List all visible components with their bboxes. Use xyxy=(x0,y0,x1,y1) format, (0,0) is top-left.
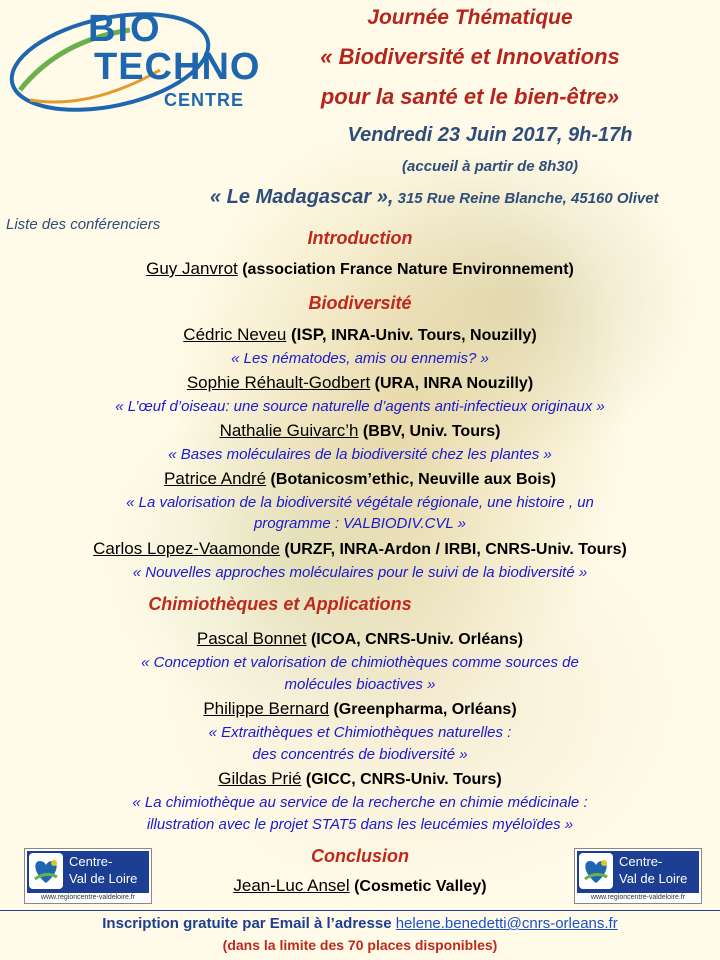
region-logo-url: www.regioncentre-valdeloire.fr xyxy=(590,894,686,901)
section-biodiversite: Biodiversité xyxy=(308,293,412,313)
heart-icon xyxy=(29,853,63,889)
talk-title-6-line1: « Conception et valorisation de chimiothèques comme sources de xyxy=(141,654,579,671)
speaker-4 xyxy=(0,469,720,489)
talk-title-6-line2: molécules bioactives » xyxy=(284,676,436,693)
speaker-2 xyxy=(0,373,720,393)
venue-address: 315 Rue Reine Blanche, 45160 Olivet xyxy=(393,190,659,207)
inscription-label: Inscription gratuite xyxy=(102,915,239,932)
speaker-affiliation: (Botanicosm’ethic, Neuville aux Bois) xyxy=(266,471,556,488)
speaker-1 xyxy=(0,325,720,345)
venue-name: « Le Madagascar », xyxy=(210,186,394,208)
section-conclusion: Conclusion xyxy=(311,846,409,866)
event-subtitle-1: « Biodiversité et Innovations xyxy=(320,44,620,69)
talk-title-4-line2: programme : VALBIODIV.CVL » xyxy=(253,515,467,532)
speaker-3 xyxy=(0,421,720,441)
speakers-list-label: Liste des conférenciers xyxy=(6,216,161,233)
region-logo-left xyxy=(24,848,152,904)
speaker-name: Philippe Bernard xyxy=(203,699,330,718)
footer-divider xyxy=(0,910,720,911)
logo-line2: TECHNO xyxy=(94,46,261,88)
region-logo-line2: Val de Loire xyxy=(619,871,688,886)
speaker-affiliation: (ICOA, CNRS-Univ. Orléans) xyxy=(306,631,524,648)
speaker-name: Jean-Luc Ansel xyxy=(233,876,350,895)
logo-line1: BIO xyxy=(88,8,162,50)
speaker-affiliation: INRA-Univ. Tours, Nouzilly) xyxy=(326,327,537,344)
speaker-name: Gildas Prié xyxy=(218,769,302,788)
speaker-5 xyxy=(0,539,720,559)
region-logo-line1: Centre- xyxy=(69,854,113,869)
speaker-name: Sophie Réhault-Godbert xyxy=(186,373,371,392)
section-chimiotheques: Chimiothèques et Applications xyxy=(148,594,412,614)
contact-email-link[interactable]: helene.benedetti@cnrs-orleans.fr xyxy=(395,915,618,932)
speaker-name: Carlos Lopez-Vaamonde xyxy=(93,539,280,558)
speaker-affiliation: (Cosmetic Valley) xyxy=(349,878,487,895)
talk-title-2: « L’œuf d’oiseau: une source naturelle d’agents anti-infectieux originaux » xyxy=(115,398,605,415)
speaker-affiliation: (GICC, CNRS-Univ. Tours) xyxy=(301,771,502,788)
inscription-text: par Email à l’adresse xyxy=(238,915,396,932)
speaker-affiliation: (URZF, INRA-Ardon / IRBI, CNRS-Univ. Tours) xyxy=(279,541,627,558)
heart-icon xyxy=(579,853,613,889)
speaker-affiliation: (Greenpharma, Orléans) xyxy=(329,701,517,718)
speaker-affiliation: (URA, INRA Nouzilly) xyxy=(370,375,534,392)
event-subtitle-2: pour la santé et le bien-être» xyxy=(320,84,620,109)
logo-line3: CENTRE xyxy=(164,90,245,110)
speaker-name: Patrice André xyxy=(164,469,267,488)
speaker-name: Pascal Bonnet xyxy=(196,629,307,648)
talk-title-8-line1: « La chimiothèque au service de la recherche en chimie médicinale : xyxy=(132,794,588,811)
talk-title-8-line2: illustration avec le projet STAT5 dans les leucémies myéloïdes » xyxy=(146,816,574,833)
talk-title-1: « Les nématodes, amis ou ennemis? » xyxy=(231,350,489,367)
event-date: Vendredi 23 Juin 2017, 9h-17h xyxy=(347,124,633,146)
speaker-affiliation-prefix: (ISP, xyxy=(286,325,327,344)
speaker-name: Nathalie Guivarc’h xyxy=(219,421,359,440)
event-title: Journée Thématique xyxy=(367,6,573,29)
talk-title-7-line2: des concentrés de biodiversité » xyxy=(252,746,468,763)
talk-title-5: « Nouvelles approches moléculaires pour le suivi de la biodiversité » xyxy=(132,564,588,581)
event-welcome: (accueil à partir de 8h30) xyxy=(402,158,578,175)
region-logo-right xyxy=(574,848,702,904)
region-logo-url: www.regioncentre-valdeloire.fr xyxy=(40,894,136,901)
speaker-8 xyxy=(0,769,720,789)
region-logo-line2: Val de Loire xyxy=(69,871,138,886)
speaker-6 xyxy=(0,629,720,649)
speaker-0 xyxy=(0,259,720,279)
talk-title-7-line1: « Extraithèques et Chimiothèques naturelles : xyxy=(208,724,512,741)
footer-inscription xyxy=(0,915,720,932)
talk-title-4-line1: « La valorisation de la biodiversité végétale régionale, une histoire , un xyxy=(126,494,594,511)
speaker-affiliation: (association France Nature Environnement) xyxy=(237,261,574,278)
footer-limit: (dans la limite des 70 places disponibles) xyxy=(222,937,498,953)
region-logo-line1: Centre- xyxy=(619,854,663,869)
event-venue xyxy=(210,186,720,209)
speaker-7 xyxy=(0,699,720,719)
speaker-name: Guy Janvrot xyxy=(146,259,238,278)
section-introduction: Introduction xyxy=(307,228,413,248)
talk-title-3: « Bases moléculaires de la biodiversité chez les plantes » xyxy=(168,446,552,463)
speaker-name: Cédric Neveu xyxy=(183,325,287,344)
biotechnocentre-logo xyxy=(0,0,270,120)
speaker-affiliation: (BBV, Univ. Tours) xyxy=(358,423,501,440)
